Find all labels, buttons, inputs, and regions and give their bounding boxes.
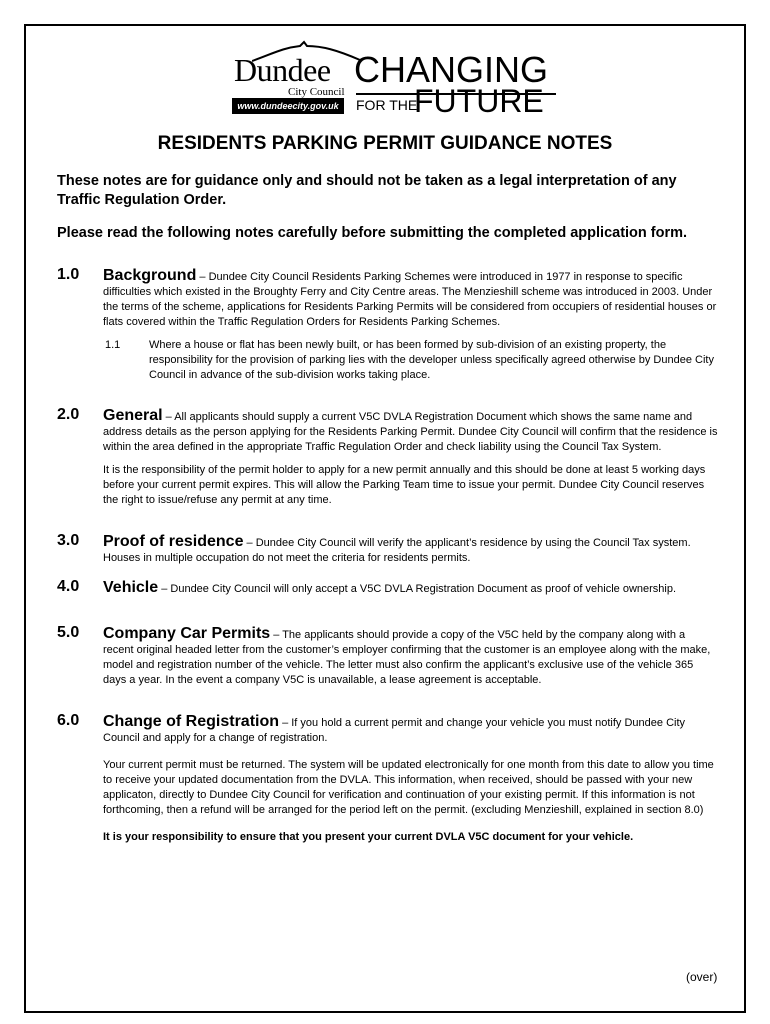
section-heading: Proof of residence (103, 533, 244, 550)
section-text: – All applicants should supply a current V5C DVLA Registration Document which shows the same name and address details as the person applying for the Residents Parking Permit. Dundee City Council will confirm that the residence is within the area defined in the appropriate Traffic Regulation Order and check liability using the Council Tax System. (103, 411, 718, 453)
subsection-1-1 (103, 338, 718, 383)
logo-dundee: Dundee (234, 52, 331, 88)
intro-instruction: Please read the following notes carefully before submitting the completed application form. (57, 225, 688, 241)
subsection-text: Where a house or flat has been newly built, or has been formed by sub-division of an existing property, the responsibility for the provision of parking lies with the developer unless specifically agreed otherwise by Dundee City Council in advance of the sub-division works taking place. (149, 339, 714, 381)
logo-changing: CHANGING (354, 49, 549, 90)
section-heading: Background (103, 267, 197, 284)
section-number: 6.0 (57, 712, 80, 729)
section-heading: General (103, 407, 163, 424)
council-logo (232, 40, 562, 120)
logo-future: FUTURE (414, 83, 544, 119)
page-title: RESIDENTS PARKING PERMIT GUIDANCE NOTES (157, 133, 613, 154)
section-paragraph: Your current permit must be returned. The system will be updated electronically for one month from this date to allow you time to receive your updated documentation from the DVLA. This information, when received, should be passed with your new applicaton, directly to Dundee City Council for verification and continuation of your existing permit. If this information is not forthcoming, then a refund will be arranged for the period left on the permit. (excluding Menzieshill, explained in section 8.0) (103, 759, 714, 816)
logo-for-the: FOR THE (356, 97, 418, 113)
section-number: 1.0 (57, 266, 80, 283)
section-paragraph: It is the responsibility of the permit holder to apply for a new permit annually and this should be done at least 5 working days before your current permit expires. This will allow the Parking Team time to issue your permit. Dundee City Council reserves the right to issue/refuse any permit at any time. (103, 464, 706, 506)
section-text: – If you hold a current permit and change your vehicle you must notify Dundee City Council and apply for a change of registration. (103, 717, 686, 744)
section-number: 3.0 (57, 532, 80, 549)
intro-note: These notes are for guidance only and should not be taken as a legal interpretation of any Traffic Regulation Order. (57, 173, 677, 208)
section-text: – Dundee City Council Residents Parking Schemes were introduced in 1977 in response to specific difficulties which existed in the Broughty Ferry and City Centre areas. The Menzieshill scheme was introduced in 2003. Under the terms of the scheme, applications for Residents Parking Permits will be considered from occupiers of residential houses or flats covered within the Traffic Regulation Orders for Residents Parking Schemes. (103, 271, 717, 328)
section-heading: Change of Registration (103, 713, 280, 730)
page-over-note: (over) (686, 970, 718, 984)
section-heading: Company Car Permits (103, 625, 271, 642)
logo-city-council: City Council (288, 86, 345, 98)
section-number: 5.0 (57, 624, 80, 641)
section-heading: Vehicle (103, 579, 159, 596)
logo-url: www.dundeecity.gov.uk (232, 98, 344, 114)
section-number: 4.0 (57, 578, 80, 595)
section-text: – Dundee City Council will only accept a V5C DVLA Registration Document as proof of vehicle ownership. (158, 583, 677, 595)
section-number: 2.0 (57, 406, 80, 423)
responsibility-note: It is your responsibility to ensure that you present your current DVLA V5C document for your vehicle. (103, 831, 634, 843)
section-text: – Dundee City Council will verify the applicant’s residence by using the Council Tax system. Houses in multiple occupation do not meet the criteria for residents permits. (103, 537, 691, 564)
subsection-number: 1.1 (105, 339, 121, 351)
section-text: – The applicants should provide a copy of the V5C held by the company along with a recent original headed letter from the customer’s employer confirming that the customer is an employee along with the make, model and registration number of the vehicle. The letter must also confirm the applicant’s exclusive use of the vehicle 365 days a year. In the event a company V5C is unavailable, a lease agreement is acceptable. (103, 629, 711, 686)
